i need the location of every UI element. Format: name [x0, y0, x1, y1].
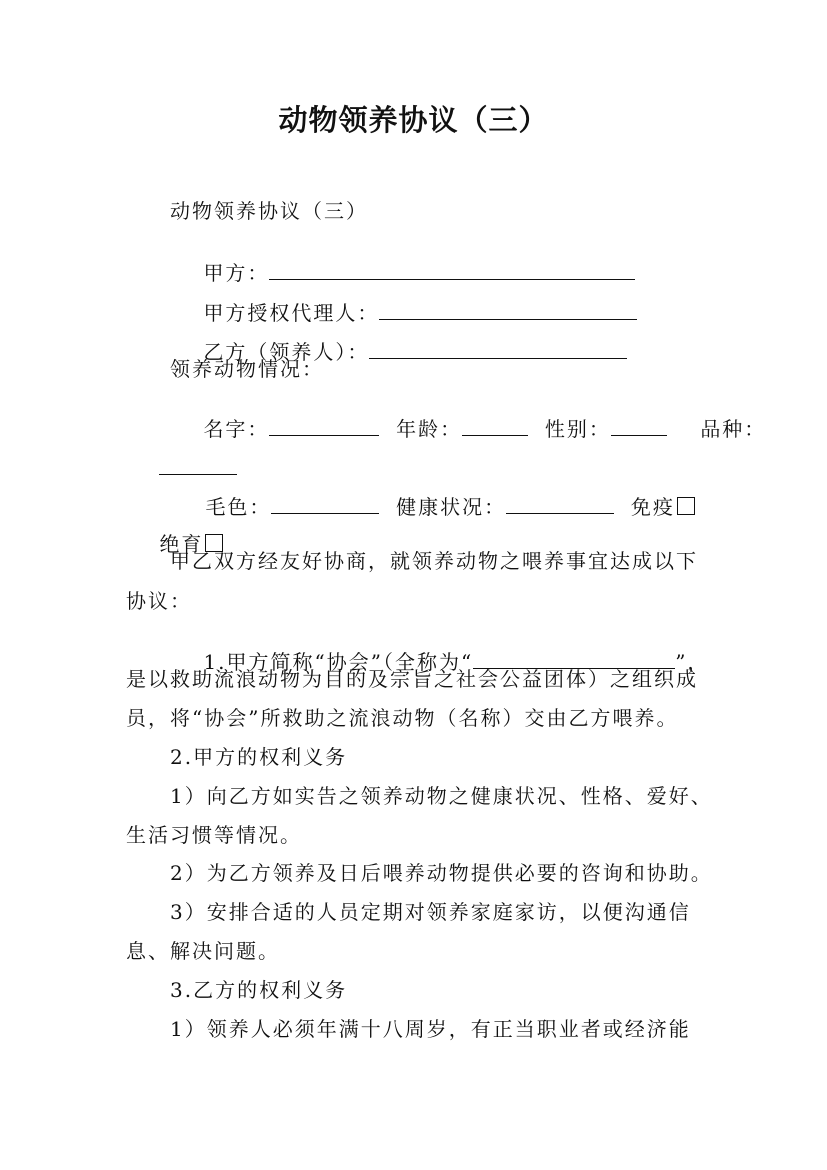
vaccinated-checkbox[interactable]	[677, 497, 695, 515]
clause1-prefix: 1.甲方简称“协会”（全称为“	[203, 650, 474, 674]
clause3-heading: 3.乙方的权利义务	[170, 978, 348, 1002]
health-label: 健康状况：	[396, 495, 507, 519]
clause1-suffix: ”，	[675, 650, 710, 674]
clause2-item3-line-1: 3）安排合适的人员定期对领养家庭家访，以便沟通信	[170, 900, 691, 924]
clause2-item3-line-2: 息、解决问题。	[126, 939, 280, 963]
clause2-item1-line-2: 生活习惯等情况。	[126, 823, 302, 847]
animal-info-label: 领养动物情况：	[170, 357, 324, 381]
party-b-blank[interactable]	[369, 340, 627, 359]
clause1-line-2: 是以救助流浪动物为目的及宗旨之社会公益团体）之组织成	[126, 667, 698, 691]
sex-label: 性别：	[544, 417, 611, 441]
clause1-line-3: 员，将“协会”所救助之流浪动物（名称）交由乙方喂养。	[126, 706, 679, 730]
neutered-label: 绝育	[159, 532, 204, 556]
party-a-label: 甲方：	[203, 261, 270, 285]
party-a-agent-label: 甲方授权代理人：	[203, 301, 380, 325]
clause2-heading: 2.甲方的权利义务	[170, 745, 348, 769]
health-blank[interactable]	[506, 495, 614, 514]
name-blank[interactable]	[269, 417, 379, 436]
coat-blank[interactable]	[271, 495, 379, 514]
vaccinated-label: 免疫	[630, 495, 675, 519]
coat-label: 毛色：	[205, 495, 272, 519]
clause3-item1-line-1: 1）领养人必须年满十八周岁，有正当职业者或经济能	[170, 1017, 691, 1041]
party-a-agent-blank[interactable]	[379, 301, 637, 320]
clause2-item2: 2）为乙方领养及日后喂养动物提供必要的咨询和协助。	[170, 861, 713, 885]
age-label: 年龄：	[396, 417, 463, 441]
sex-blank[interactable]	[611, 417, 667, 436]
name-label: 名字：	[203, 417, 270, 441]
document-title: 动物领养协议（三）	[278, 103, 549, 137]
clause2-item1-line-1: 1）向乙方如实告之领养动物之健康状况、性格、爱好、	[170, 784, 713, 808]
breed-label: 品种：	[700, 417, 767, 441]
document-subtitle: 动物领养协议（三）	[170, 199, 368, 223]
age-blank[interactable]	[462, 417, 528, 436]
intro-line-1: 甲乙双方经友好协商，就领养动物之喂养事宜达成以下	[170, 549, 698, 573]
party-a-blank[interactable]	[269, 261, 635, 280]
party-b-label: 乙方（领养人）：	[203, 340, 370, 364]
animal-fields-row1	[170, 397, 766, 459]
intro-line-2: 协议：	[126, 589, 192, 613]
breed-blank[interactable]	[159, 456, 237, 475]
animal-fields-row2	[172, 475, 695, 537]
